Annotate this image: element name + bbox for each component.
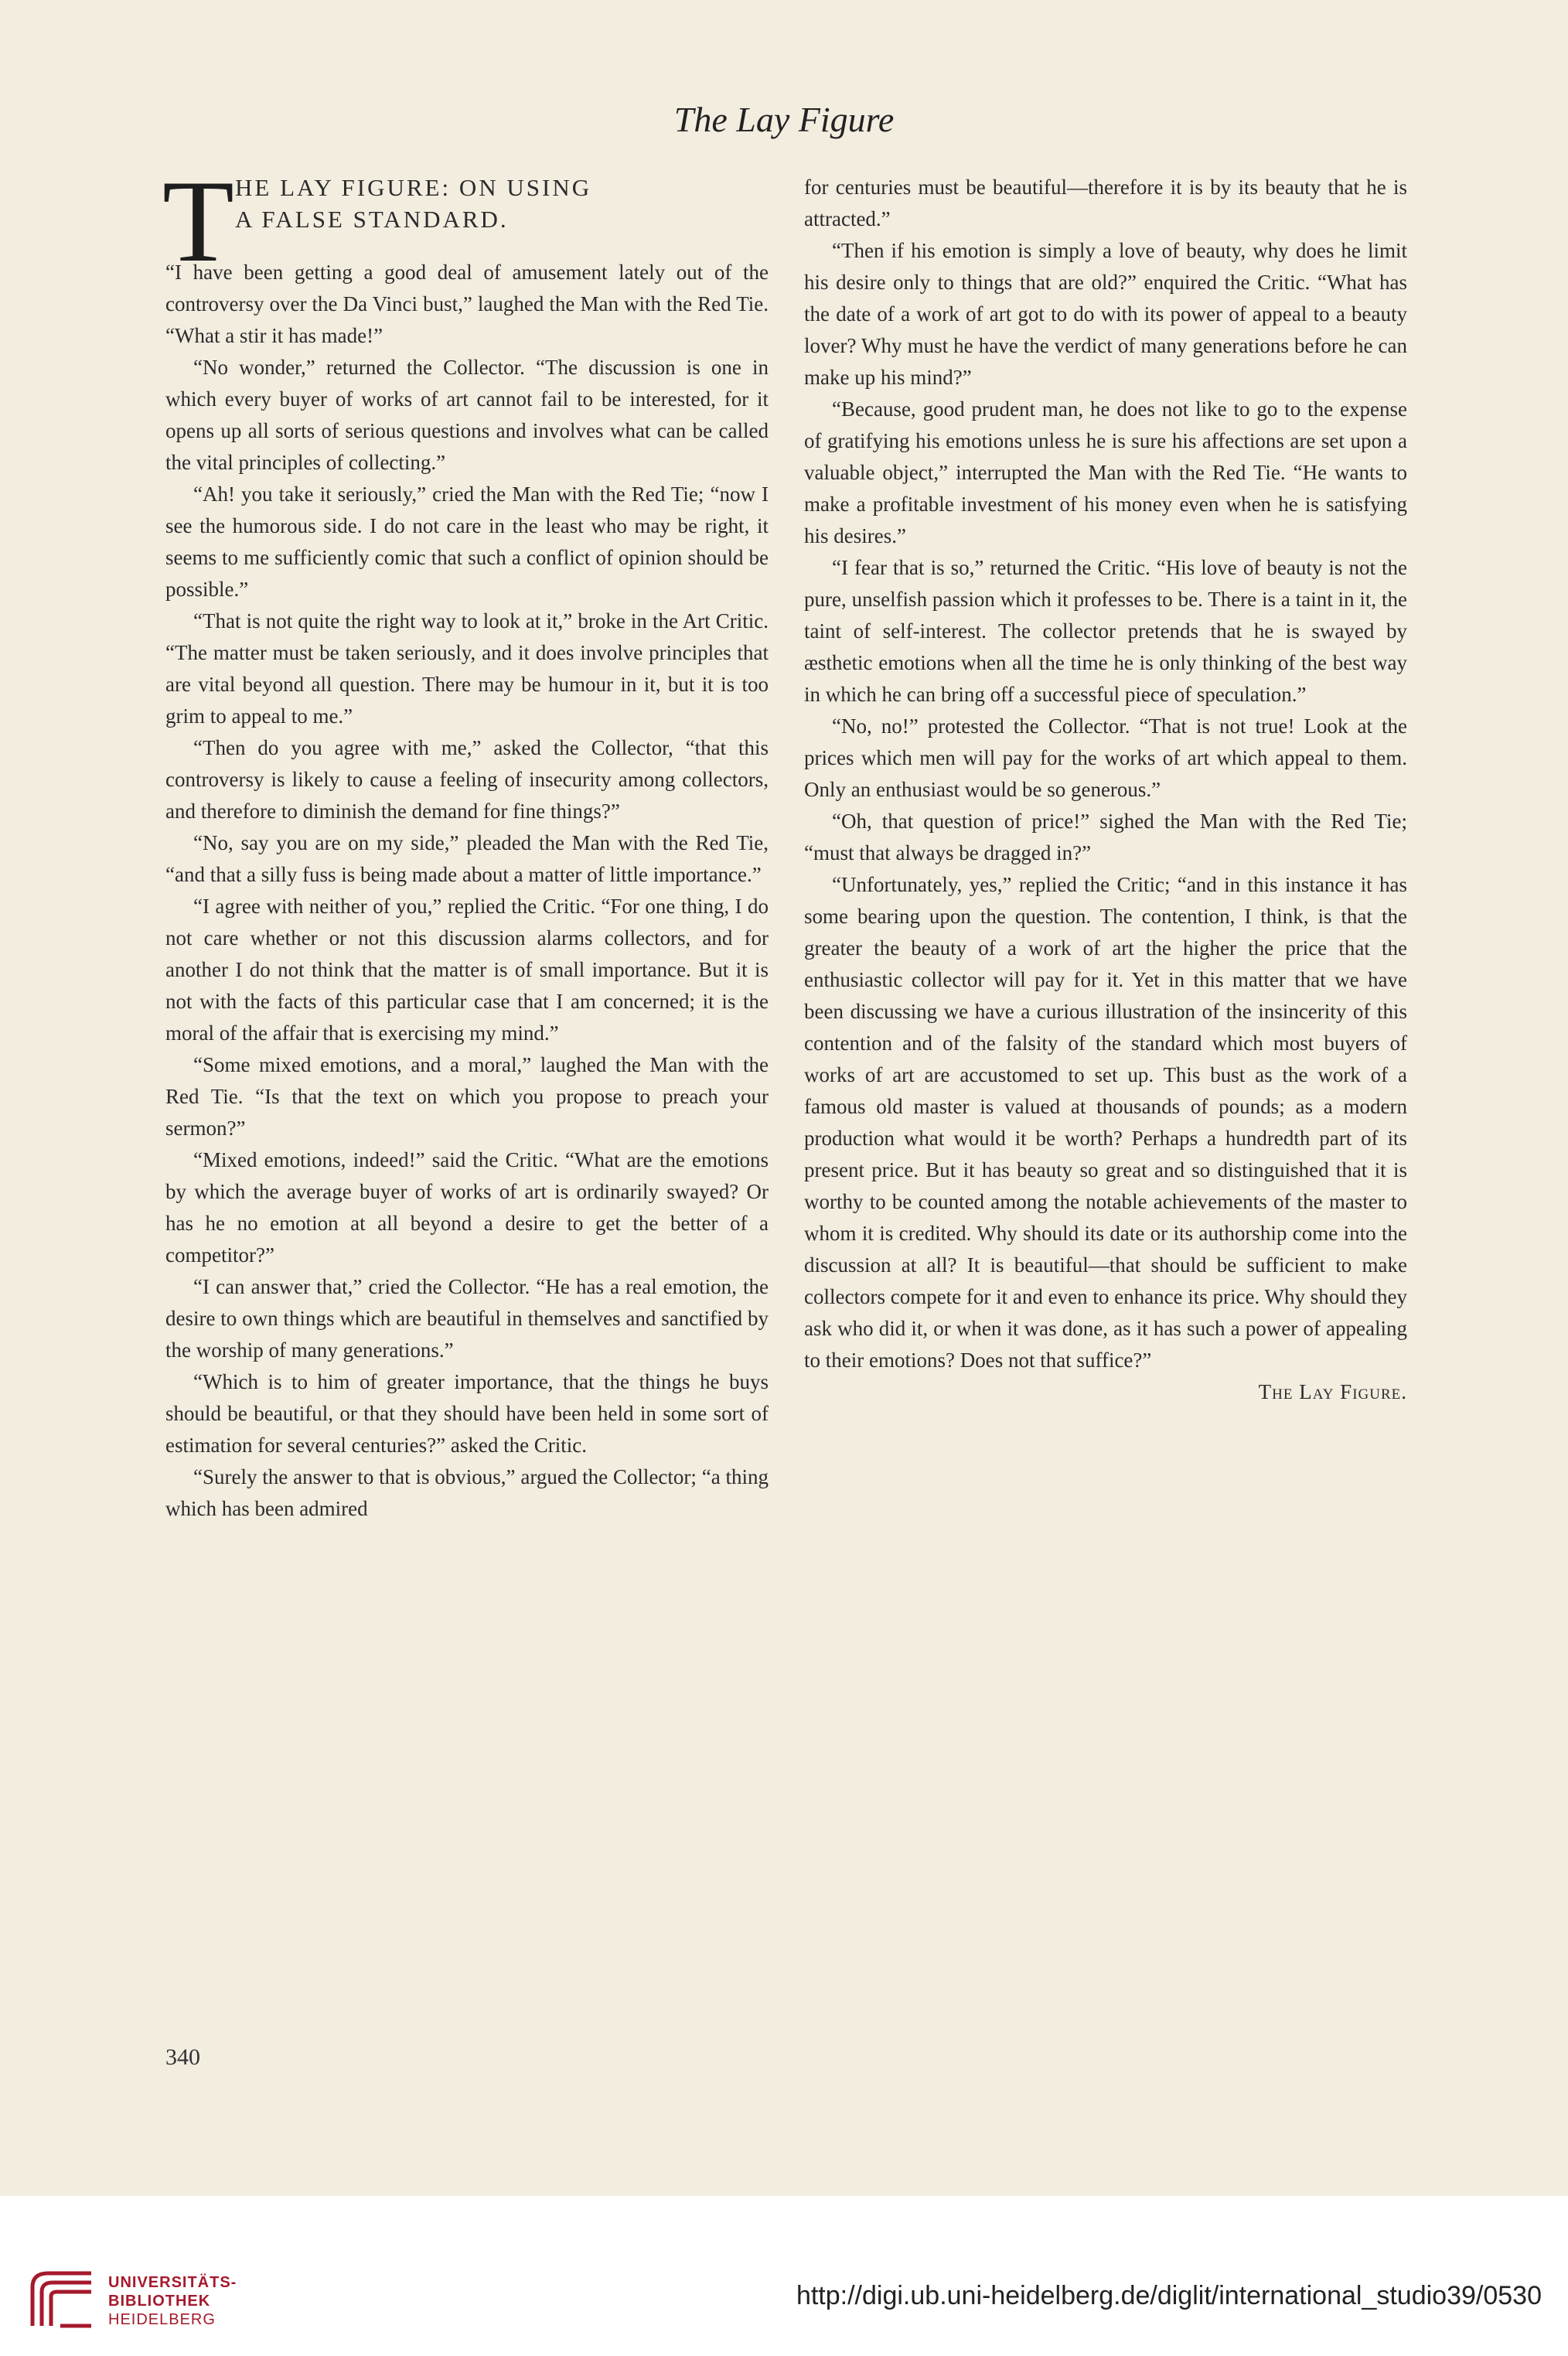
- right-column: [804, 172, 1407, 1408]
- left-column: [162, 156, 769, 1525]
- paragraph: “Some mixed emotions, and a moral,” laughed the Man with the Red Tie. “Is that the text on which you propose to preach your sermon?”: [165, 1053, 769, 1140]
- heading-line-2: A FALSE STANDARD.: [235, 206, 509, 233]
- logo-line-2: BIBLIOTHEK: [108, 2293, 211, 2310]
- paragraph: “I agree with neither of you,” replied the Critic. “For one thing, I do not care whether or not this discussion alarms collectors, and for another I do not think that the matter is of small importance. But it is not with the facts of this particular case that I am concerned; it is the moral of the affair that is exercising my mind.”: [165, 895, 769, 1045]
- logo-line-1: UNIVERSITÄTS-: [108, 2274, 237, 2291]
- paragraph: “Oh, that question of price!” sighed the Man with the Red Tie; “must that always be dragged in?”: [804, 810, 1407, 864]
- paragraph: “Then do you agree with me,” asked the Collector, “that this controversy is likely to cause a feeling of insecurity among collectors, and therefore to diminish the demand for fine things?”: [165, 736, 769, 823]
- paragraph: “I can answer that,” cried the Collector. “He has a real emotion, the desire to own things which are beautiful in themselves and sanctified by the worship of many generations.”: [165, 1275, 769, 1362]
- paragraph: “No, no!” protested the Collector. “That is not true! Look at the prices which men will pay for the works of art which appeal to them. Only an enthusiast would be so generous.”: [804, 714, 1407, 801]
- signature-line: [804, 1376, 1407, 1408]
- paragraph: “Mixed emotions, indeed!” said the Critic. “What are the emotions by which the average buyer of works of art is ordinarily swayed? Or has he no emotion at all beyond a desire to get the better of a competitor?”: [165, 1148, 769, 1267]
- paragraph: “That is not quite the right way to look at it,” broke in the Art Critic. “The matter must be taken seriously, and it does involve principles that are vital beyond all question. There may be humour in it, but it is too grim to appeal to me.”: [165, 609, 769, 728]
- heading-line-1: HE LAY FIGURE: ON USING: [235, 174, 592, 201]
- paragraph: “Because, good prudent man, he does not like to go to the expense of gratifying his emotions unless he is sure his affections are set upon a valuable object,” interrupted the Man with the Red Tie. “He wants to make a profitable investment of his money even when he is satisfying his desires.”: [804, 397, 1407, 547]
- paragraph: “No wonder,” returned the Collector. “The discussion is one in which every buyer of works of art cannot fail to be interested, for it opens up all sorts of serious questions and involves what can be called the vital principles of collecting.”: [165, 356, 769, 474]
- library-logo-icon: [25, 2264, 99, 2334]
- running-head: The Lay Figure: [673, 100, 895, 139]
- page-number: 340: [165, 2044, 200, 2070]
- paragraph: “Surely the answer to that is obvious,” argued the Collector; “a thing which has been admired: [165, 1465, 769, 1520]
- paragraph: “I have been getting a good deal of amusement lately out of the controversy over the Da Vinci bust,” laughed the Man with the Red Tie. “What a stir it has made!”: [165, 261, 769, 347]
- paragraph: “Then if his emotion is simply a love of beauty, why does he limit his desire only to things that are old?” enquired the Critic. “What has the date of a work of art got to do with its power of appeal to a beauty lover? Why must he have the verdict of many generations before he can make up his mind?”: [804, 239, 1407, 389]
- paragraph: “No, say you are on my side,” pleaded the Man with the Red Tie, “and that a silly fuss is being made about a matter of little importance.”: [165, 831, 769, 886]
- paragraph: for centuries must be beautiful—therefore it is by its beauty that he is attracted.”: [804, 176, 1407, 230]
- library-logo: [25, 2264, 237, 2334]
- paragraph: “I fear that is so,” returned the Critic. “His love of beauty is not the pure, unselfish passion which it professes to be. There is a taint in it, the taint of self-interest. The collector pretends that he is swayed by æsthetic emotions when all the time he is only thinking of the best way in which he can bring off a successful piece of speculation.”: [804, 556, 1407, 706]
- source-url-link[interactable]: http://digi.ub.uni-heidelberg.de/diglit/international_studio39/0530: [796, 2281, 1542, 2310]
- paragraph: “Which is to him of greater importance, that the things he buys should be beautiful, or that they should have been held in some sort of estimation for several centuries?” asked the Critic.: [165, 1370, 769, 1457]
- paragraph: “Ah! you take it seriously,” cried the Man with the Red Tie; “now I see the humorous side. I do not care in the least who may be right, it seems to me sufficiently comic that such a conflict of opinion should be possible.”: [165, 482, 769, 601]
- logo-line-3: HEIDELBERG: [108, 2311, 216, 2328]
- paragraph: “Unfortunately, yes,” replied the Critic; “and in this instance it has some bearing upon the question. The contention, I think, is that the greater the beauty of a work of art the higher the price that the enthusiastic collector will pay for it. Yet in this matter that we have been discussing we have a curious illustration of the insincerity of this contention and of the falsity of the standard which most buyers of works of art are accustomed to set up. This bust as the work of a famous old master is valued at thousands of pounds; as a modern production what would it be worth? Perhaps a hundredth part of its present price. But it has beauty so great and so distinguished that it is worthy to be counted among the notable achievements of the master to whom it is credited. Why should its date or its authorship come into the discussion at all? It is beautiful—that should be sufficient to make collectors compete for it and even to enhance its price. Why should they ask who did it, or when it was done, as it has such a power of appealing to their emotions? Does not that suffice?”: [804, 873, 1407, 1372]
- signature: The Lay Figure.: [1258, 1380, 1407, 1403]
- library-logo-text: [108, 2273, 237, 2329]
- article-heading: [162, 156, 769, 286]
- drop-cap: T: [162, 156, 237, 286]
